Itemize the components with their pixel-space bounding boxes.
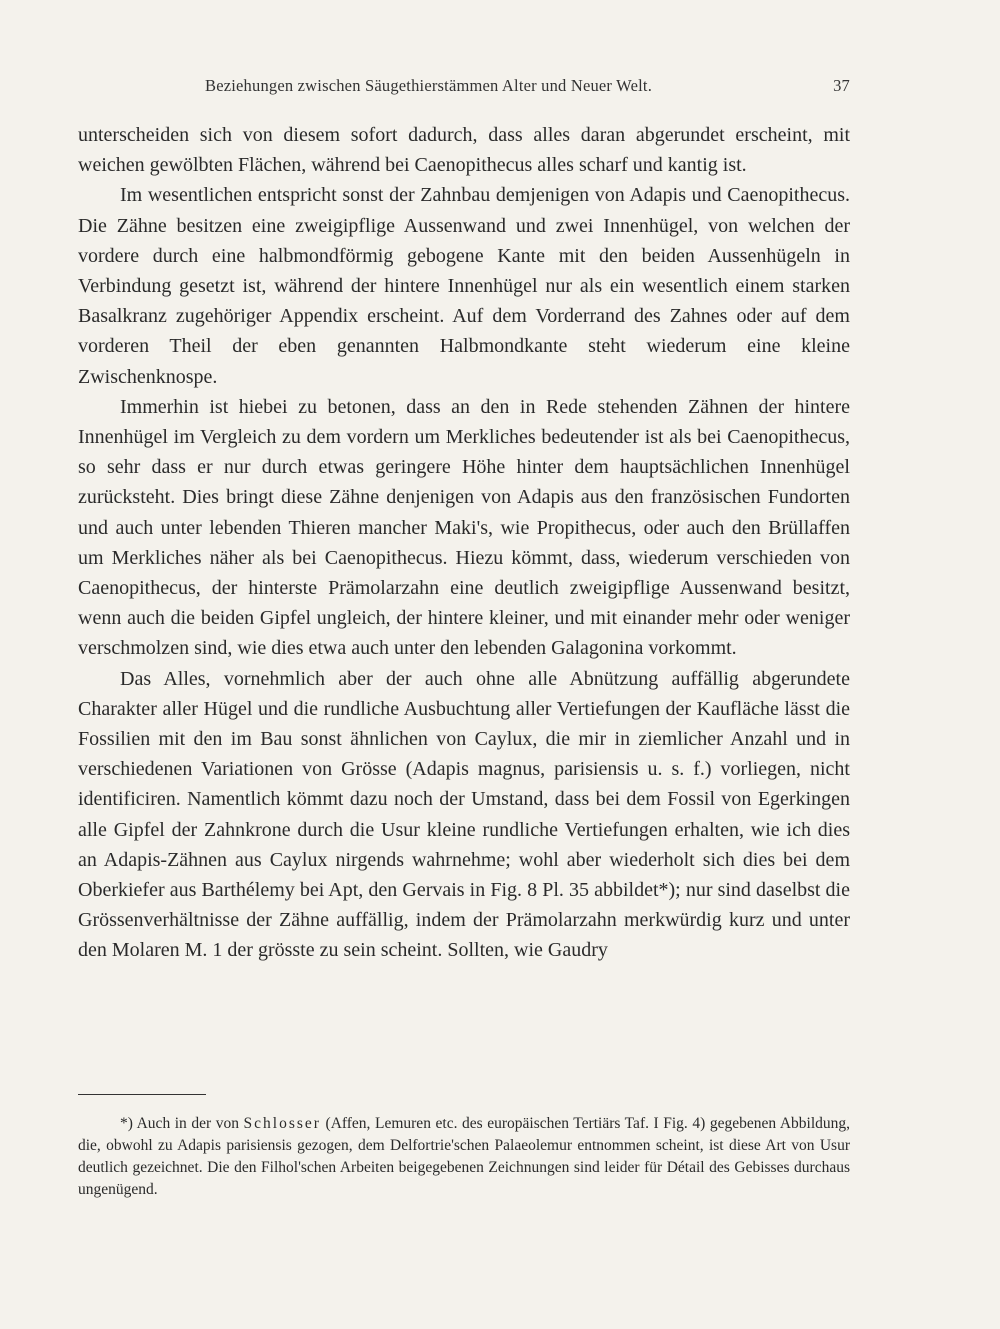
footnote-divider [78,1094,206,1095]
footnotes [78,1113,850,1201]
main-text [78,120,850,966]
footnote-author: Schlosser [243,1115,321,1132]
running-title: Beziehungen zwischen Säugethierstämmen Alter und Neuer Welt. [205,76,653,95]
footnote [78,1113,850,1201]
running-header [78,76,850,100]
paragraph: Immerhin ist hiebei zu betonen, dass an den in Rede stehenden Zähnen der hintere Innenhügel im Vergleich zu dem vordern um Merkliches bedeutender ist als bei Caenopithecus, so sehr dass er nur durch etwas geringere Höhe hinter dem hauptsächlichen Innenhügel zurücksteht. Dies bringt diese Zähne denjenigen von Adapis aus den französischen Fundorten und auch unter lebenden Thieren mancher Maki's, wie Propithecus, oder auch den Brüllaffen um Merkliches näher als bei Caenopithecus. Hiezu kömmt, dass, wiederum verschieden von Caenopithecus, der hinterste Prämolarzahn eine deutlich zweigipflige Aussenwand besitzt, wenn auch die beiden Gipfel ungleich, der hintere kleiner, und mit einander mehr oder weniger verschmolzen sind, wie dies etwa auch unter den lebenden Galagonina vorkommt. [78,395,850,660]
paragraph: Das Alles, vornehmlich aber der auch ohne alle Abnützung auffällig abgerundete Charakter aller Hügel und die rundliche Ausbuchtung aller Vertiefungen der Kaufläche lässt die Fossilien mit den im Bau sonst ähnlichen von Caylux, die mir in ziemlicher Anzahl und in verschiedenen Variationen von Grösse (Adapis magnus, parisiensis u. s. f.) vorliegen, nicht identificiren. Namentlich kömmt dazu noch der Umstand, dass bei dem Fossil von Egerkingen alle Gipfel der Zahnkrone durch die Usur kleine rundliche Vertiefungen erhalten, wie ich dies an Adapis-Zähnen aus Caylux nirgends wahrnehme; wohl aber wiederholt sich dies bei dem Oberkiefer aus Barthélemy bei Apt, den Gervais in Fig. 8 Pl. 35 abbildet*); nur sind daselbst die Grössenverhältnisse der Zähne auffällig, indem der Prämolarzahn merkwürdig kurz und unter den Molaren M. 1 der grösste zu sein scheint. Sollten, wie Gaudry [78,667,850,962]
footnote-text: (Affen, Lemuren etc. des europäischen Tertiärs Taf. I Fig. 4) gegebenen Abbildung, die, obwohl zu Adapis parisiensis gezogen, dem Delfortrie'schen Palaeolemur entnommen scheint, ist diese Art von Usur deutlich gezeichnet. Die den Filhol'schen Arbeiten beigegebenen Zeichnungen sind leider für Détail des Gebisses durchaus ungenügend. [78,1115,851,1198]
page-number: 37 [833,76,850,95]
paragraph: Im wesentlichen entspricht sonst der Zahnbau demjenigen von Adapis und Caenopithecus. Die Zähne besitzen eine zweigipflige Aussenwand und zwei Innenhügel, von welchen der vordere durch eine halbmondförmig gebogene Kante mit den beiden Aussenhügeln in Verbindung gesetzt ist, während der hintere Innenhügel nur als ein wesentlich einem starken Basalkranz zugehöriger Appendix erscheint. Auf dem Vorderrand des Zahnes oder auf dem vorderen Theil der eben genannten Halbmondkante steht wiederum eine kleine Zwischenknospe. [78,184,850,388]
paragraph: unterscheiden sich von diesem sofort dadurch, dass alles daran abgerundet erscheint, mit weichen gewölbten Flächen, während bei Caenopithecus alles scharf und kantig ist. [78,124,850,177]
footnote-marker: *) Auch in der von [120,1115,239,1132]
